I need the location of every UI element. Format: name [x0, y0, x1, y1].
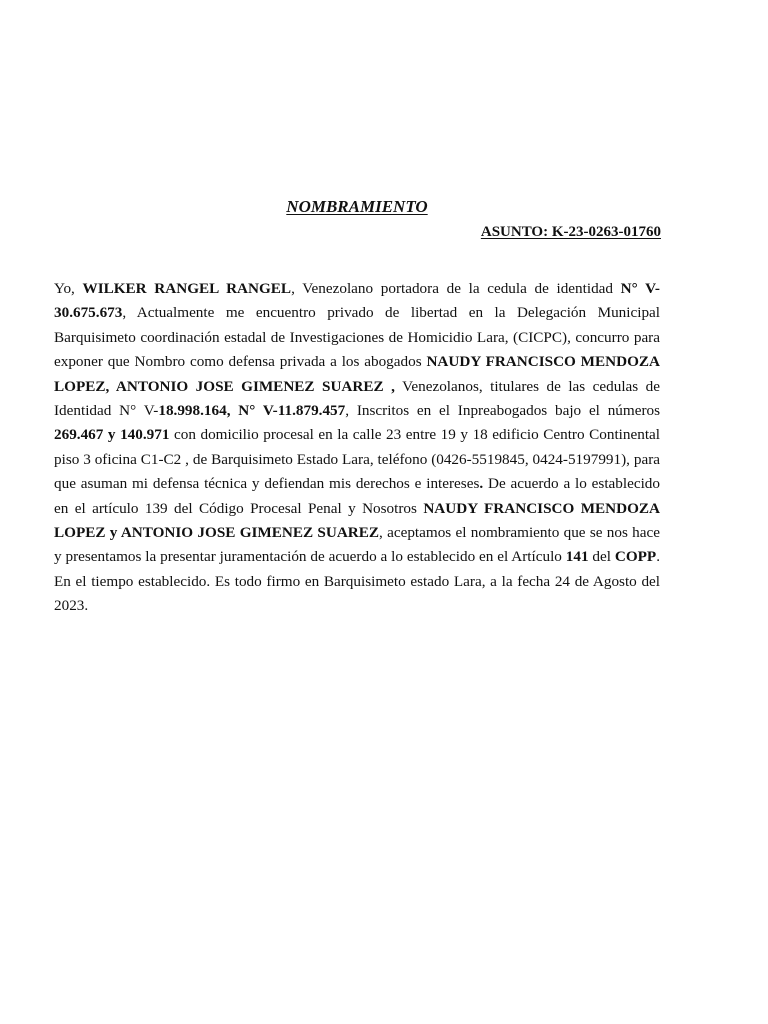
text-run: Yo, — [54, 280, 83, 297]
body-paragraph — [54, 277, 660, 619]
bold-text-run: NAUDY FRANCISCO MENDOZA LOPEZ y ANTONIO JOSE GIMENEZ SUAREZ — [54, 499, 661, 542]
subject-line: ASUNTO: K-23-0263-01760 — [480, 224, 661, 240]
bold-text-run: . — [479, 475, 484, 493]
bold-text-run: 269.467 y 140.971 — [54, 426, 170, 444]
text-run: del — [588, 548, 615, 566]
text-run: . En el tiempo establecido. Es todo firmo en Barquisimeto estado Lara, a la fecha 24 de Agosto del 2023. — [54, 548, 661, 615]
bold-text-run: WILKER RANGEL RANGEL — [82, 280, 292, 297]
bold-text-run: NAUDY FRANCISCO MENDOZA LOPEZ, ANTONIO JOSE GIMENEZ SUAREZ , — [54, 353, 660, 395]
document-title: NOMBRAMIENTO — [286, 197, 428, 216]
bold-text-run: 18.998.164, N° V-11.879.457 — [158, 402, 346, 420]
text-run: , Venezolano portadora de la cedula de identidad — [291, 280, 621, 297]
text-run: , Inscritos en el Inpreabogados bajo el números — [345, 402, 661, 420]
bold-text-run: N° V- 30.675.673 — [54, 280, 660, 322]
bold-text-run: 141 — [565, 548, 589, 566]
text-run: , Actualmente me encuentro privado de libertad en la Delegación Municipal Barquisimeto coordinación estadal de Investigaciones de Homicidio Lara, (CICPC), concurro para exponer que Nombro como defensa privada a los abogados — [54, 304, 660, 371]
text-run: De acuerdo a lo establecido en el artículo 139 del Código Procesal Penal y Nosotros — [54, 475, 660, 517]
bold-text-run: COPP — [614, 548, 657, 566]
text-run: Venezolanos, titulares de las cedulas de Identidad N° V- — [54, 377, 661, 420]
text-run: , aceptamos el nombramiento que se nos hace y presentamos la presentar juramentación de acuerdo a lo establecido en el Artículo — [54, 524, 660, 566]
text-run: con domicilio procesal en la calle 23 entre 19 y 18 edificio Centro Continental piso 3 oficina C1-C2 , de Barquisimeto Estado Lara, teléfono (0426-5519845, 0424-5197991), para que asuman mi defensa técnica y defiendan mis derechos e intereses — [54, 426, 661, 493]
